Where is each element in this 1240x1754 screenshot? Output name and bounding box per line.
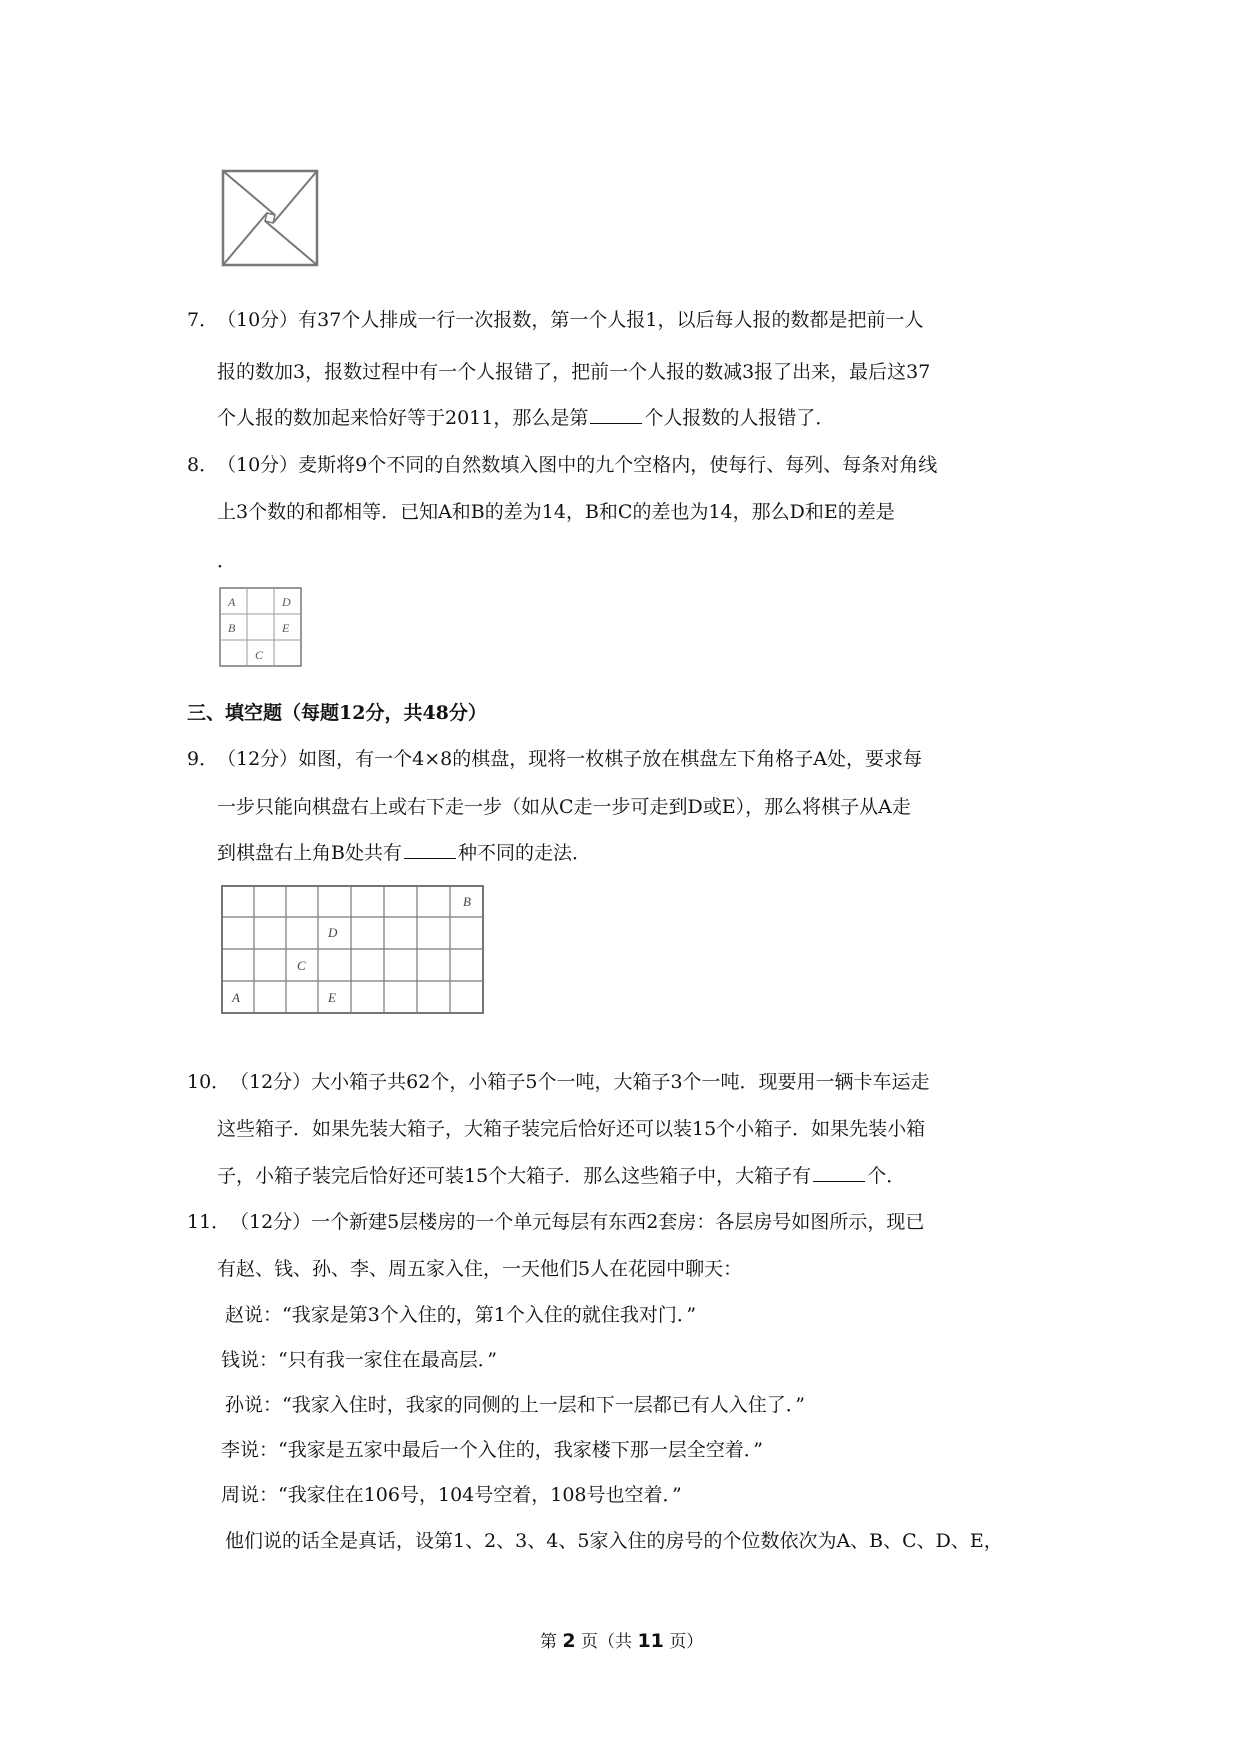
board-label-b: B [463, 894, 471, 909]
q8-number: 8． [187, 454, 219, 476]
q7-number: 7． [187, 309, 219, 331]
q8-line-1: （10分）麦斯将9个不同的自然数填入图中的九个空格内，使每行、每列、每条对角线 [217, 454, 938, 476]
q10-line-3 [217, 1163, 905, 1189]
q8-line-3: ． [217, 550, 237, 572]
footer-prefix: 第 [540, 1632, 557, 1652]
q11-line-1: （12分）一个新建5层楼房的一个单元每层有东西2套房：各层房号如图所示，现已 [230, 1211, 925, 1233]
q10-number: 10． [187, 1071, 231, 1093]
q11-statement-sun: 孙说：“我家入住时，我家的同侧的上一层和下一层都已有人入住了．” [225, 1394, 805, 1416]
board-label-e: E [328, 990, 336, 1005]
q11-statement-qian: 钱说：“只有我一家住在最高层．” [221, 1349, 497, 1371]
board-label-d: D [328, 925, 338, 940]
footer-middle: 页（共 [581, 1632, 633, 1652]
footer-total-pages: 11 [637, 1630, 664, 1652]
q7-line-1: （10分）有37个人排成一行一次报数，第一个人报1，以后每人报的数都是把前一人 [217, 309, 924, 331]
chessboard-4x8 [221, 885, 485, 1015]
square-pinwheel-figure [220, 168, 320, 268]
q9-line-3-text-b: 种不同的走法． [457, 842, 591, 864]
q10-line-2: 这些箱子．如果先装大箱子，大箱子装完后恰好还可以装15个小箱子．如果先装小箱 [217, 1118, 926, 1140]
q9-line-3-text-a: 到棋盘右上角B处共有 [217, 842, 402, 864]
q8-line-2: 上3个数的和都相等．已知A和B的差为14，B和C的差也为14，那么D和E的差是 [217, 501, 895, 523]
grid-label-e: E [282, 621, 290, 635]
footer-suffix: 页） [669, 1632, 704, 1652]
q11-number: 11． [187, 1211, 231, 1233]
page-footer [540, 1629, 703, 1654]
grid-label-b: B [228, 621, 236, 635]
section-3-heading: 三、填空题（每题12分，共48分） [187, 702, 487, 724]
grid-label-a: A [228, 595, 236, 609]
q11-line-2: 有赵、钱、孙、李、周五家入住，一天他们5人在花园中聊天： [217, 1258, 743, 1280]
q7-line-2: 报的数加3，报数过程中有一个人报错了，把前一个人报的数减3报了出来，最后这37 [217, 361, 931, 383]
q11-statement-zhao: 赵说：“我家是第3个入住的，第1个入住的就住我对门．” [225, 1304, 697, 1326]
q11-conclusion: 他们说的话全是真话，设第1、2、3、4、5家入住的房号的个位数依次为A、B、C、D、E， [225, 1530, 1003, 1552]
footer-page-number: 2 [562, 1630, 576, 1652]
q11-statement-zhou: 周说：“我家住在106号，104号空着，108号也空着．” [221, 1484, 682, 1506]
q7-line-3 [217, 405, 834, 431]
q9-line-3 [217, 840, 591, 866]
board-label-c: C [297, 958, 306, 973]
magic-square-grid [219, 587, 303, 669]
q7-answer-blank[interactable] [590, 405, 642, 424]
q10-line-1: （12分）大小箱子共62个，小箱子5个一吨，大箱子3个一吨．现要用一辆卡车运走 [230, 1071, 930, 1093]
grid-label-d: D [282, 595, 291, 609]
q10-answer-blank[interactable] [813, 1163, 865, 1182]
grid-label-c: C [255, 648, 264, 662]
board-label-a: A [232, 990, 240, 1005]
q9-line-1: （12分）如图，有一个4×8的棋盘，现将一枚棋子放在棋盘左下角格子A处，要求每 [217, 748, 922, 770]
q9-answer-blank[interactable] [404, 840, 456, 859]
q10-line-3-text-b: 个． [867, 1165, 906, 1187]
q11-statement-li: 李说：“我家是五家中最后一个入住的，我家楼下那一层全空着．” [221, 1439, 763, 1461]
q7-line-3-text-a: 个人报的数加起来恰好等于2011，那么是第 [217, 407, 589, 429]
q10-line-3-text-a: 子，小箱子装完后恰好还可装15个大箱子．那么这些箱子中，大箱子有 [217, 1165, 812, 1187]
q9-number: 9． [187, 748, 219, 770]
q7-line-3-text-b: 个人报数的人报错了． [644, 407, 835, 429]
q9-line-2: 一步只能向棋盘右上或右下走一步（如从C走一步可走到D或E），那么将棋子从A走 [217, 796, 911, 818]
